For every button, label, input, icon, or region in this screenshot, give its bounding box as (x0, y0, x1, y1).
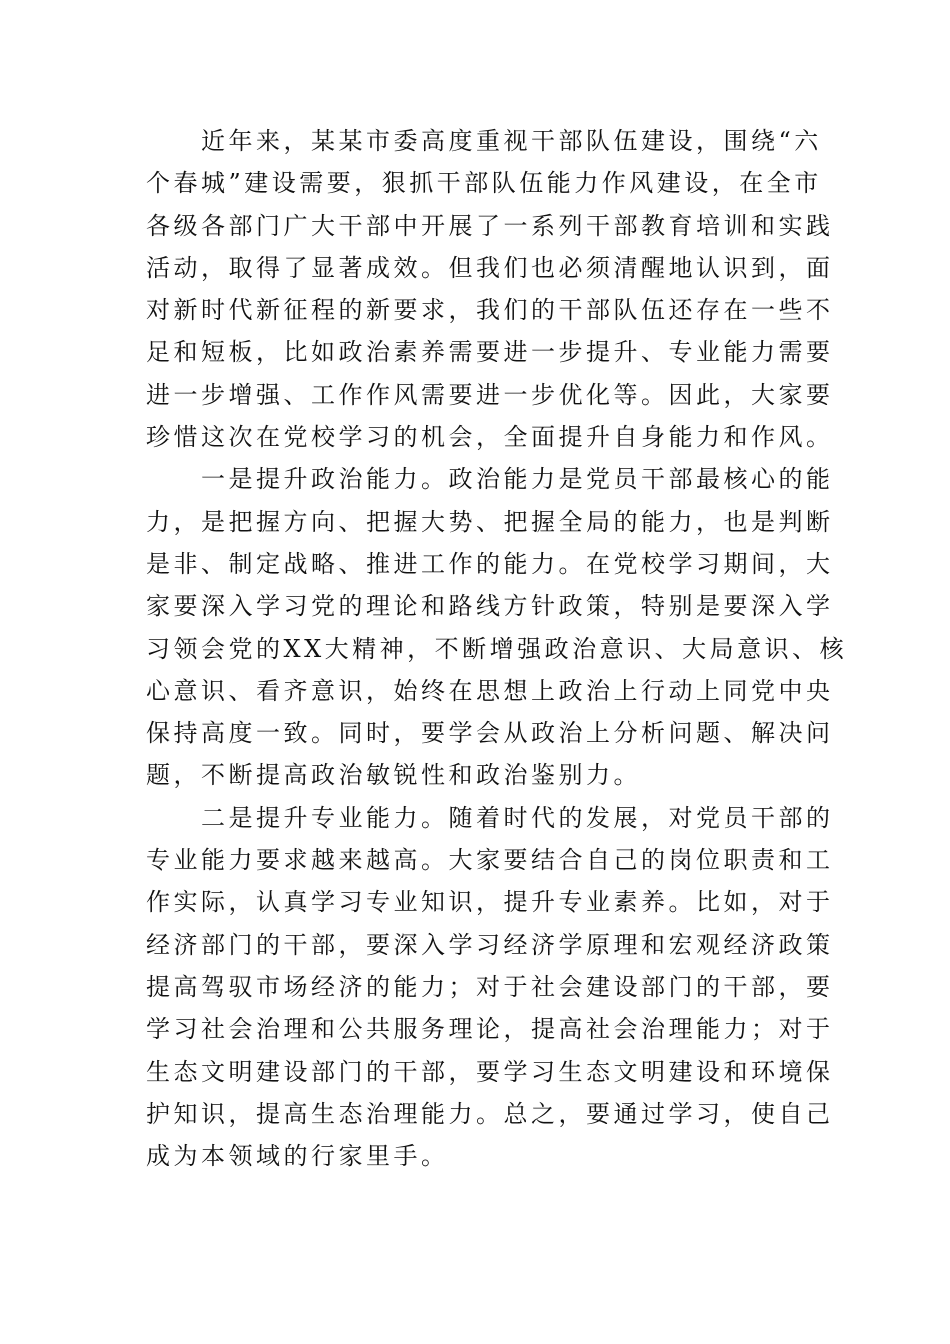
text-line: 家要深入学习党的理论和路线方针政策，特别是要深入学 (146, 592, 834, 621)
text-line: 学习社会治理和公共服务理论，提高社会治理能力；对于 (146, 1015, 834, 1044)
text-line: 进一步增强、工作作风需要进一步优化等。因此，大家要 (146, 380, 834, 409)
text-line: 对新时代新征程的新要求，我们的干部队伍还存在一些不 (146, 296, 834, 325)
text-line: 习领会党的XX大精神，不断增强政治意识、大局意识、核 (146, 634, 848, 663)
text-line: 力，是把握方向、把握大势、把握全局的能力，也是判断 (146, 507, 834, 536)
text-line: 生态文明建设部门的干部，要学习生态文明建设和环境保 (146, 1057, 834, 1086)
text-line: 成为本领域的行家里手。 (146, 1142, 449, 1171)
text-line: 保持高度一致。同时，要学会从政治上分析问题、解决问 (146, 719, 834, 748)
text-line: 提高驾驭市场经济的能力；对于社会建设部门的干部，要 (146, 972, 834, 1001)
text-line: 题，不断提高政治敏锐性和政治鉴别力。 (146, 761, 641, 790)
text-line: 足和短板，比如政治素养需要进一步提升、专业能力需要 (146, 338, 834, 367)
paragraph-professional-ability (146, 797, 834, 1178)
text-line: 经济部门的干部，要深入学习经济学原理和宏观经济政策 (146, 930, 834, 959)
text-line: 各级各部门广大干部中开展了一系列干部教育培训和实践 (146, 211, 834, 240)
text-line: 二是提升专业能力。随着时代的发展，对党员干部的 (146, 803, 834, 832)
text-line: 作实际，认真学习专业知识，提升专业素养。比如，对于 (146, 888, 834, 917)
text-line: 心意识、看齐意识，始终在思想上政治上行动上同党中央 (146, 676, 834, 705)
paragraph-political-ability (146, 458, 848, 796)
text-line: 近年来，某某市委高度重视干部队伍建设，围绕“六 (146, 127, 822, 155)
text-line: 活动，取得了显著成效。但我们也必须清醒地认识到，面 (146, 253, 834, 282)
document-body (146, 120, 848, 1177)
text-line: 珍惜这次在党校学习的机会，全面提升自身能力和作风。 (146, 423, 834, 452)
paragraph-intro (146, 120, 834, 458)
text-line: 护知识，提高生态治理能力。总之，要通过学习，使自己 (146, 1099, 834, 1128)
text-line: 个春城”建设需要，狠抓干部队伍能力作风建设，在全市 (146, 169, 822, 198)
text-line: 专业能力要求越来越高。大家要结合自己的岗位职责和工 (146, 846, 834, 875)
text-line: 是非、制定战略、推进工作的能力。在党校学习期间，大 (146, 549, 834, 578)
text-line: 一是提升政治能力。政治能力是党员干部最核心的能 (146, 465, 834, 494)
